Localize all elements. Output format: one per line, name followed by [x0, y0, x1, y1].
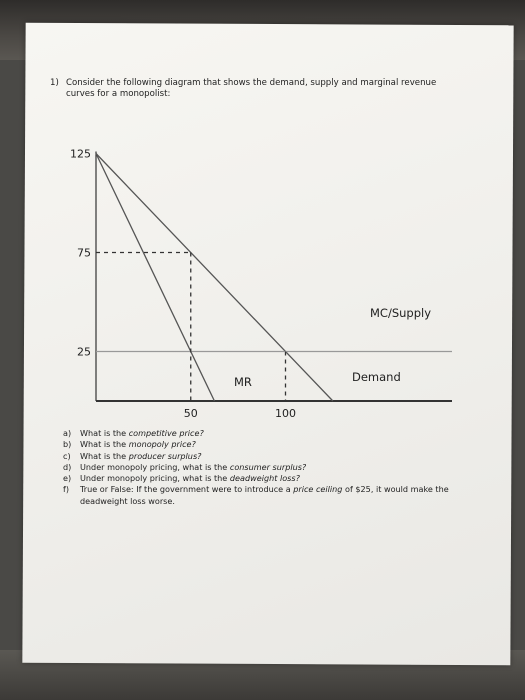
question-item	[63, 484, 463, 507]
question-text: consumer surplus?	[229, 461, 307, 472]
question-text: Consider the following diagram that shows the demand, supply and marginal revenue curves for a monopolist:	[66, 78, 437, 99]
x-tick-label-100: 100	[275, 407, 296, 420]
question-text: deadweight loss?	[229, 473, 300, 484]
question-text: of $25, it would make the deadweight loss worse.	[80, 484, 449, 506]
question-letter: f)	[63, 484, 70, 495]
mr-label: MR	[234, 375, 252, 389]
question-text: What is the	[80, 439, 129, 450]
x-tick-label-50: 50	[183, 407, 198, 420]
question-letter: a)	[63, 428, 72, 438]
question-item	[63, 462, 463, 473]
question-text: What is the	[80, 450, 129, 461]
question-letter: e)	[63, 473, 72, 484]
question-item	[63, 451, 463, 462]
question-text: competitive price?	[128, 428, 204, 438]
y-tick-label-75: 75	[77, 246, 91, 260]
question-letter: b)	[63, 439, 72, 450]
demand-line	[96, 154, 333, 402]
y-tick-label-125: 125	[70, 147, 91, 161]
question-text: Under monopoly pricing, what is the	[80, 473, 230, 484]
question-number: 1)	[50, 78, 59, 88]
question-letter: d)	[63, 461, 72, 472]
question-text: monopoly price?	[128, 439, 196, 450]
mc-supply-label: MC/Supply	[370, 306, 432, 320]
question-list	[63, 428, 463, 507]
y-tick-label-25: 25	[77, 345, 91, 359]
question-text: What is the	[80, 428, 129, 438]
question-item	[63, 439, 463, 450]
question-text: Under monopoly pricing, what is the	[80, 461, 230, 472]
demand-label: Demand	[352, 370, 401, 384]
question-text: producer surplus?	[128, 450, 202, 461]
question-text: price ceiling	[293, 484, 343, 495]
question-letter: c)	[63, 450, 71, 461]
mr-line	[96, 154, 214, 402]
question-text: True or False: If the government were to introduce a	[80, 484, 294, 495]
question-item	[63, 473, 463, 484]
question-item	[63, 428, 463, 439]
